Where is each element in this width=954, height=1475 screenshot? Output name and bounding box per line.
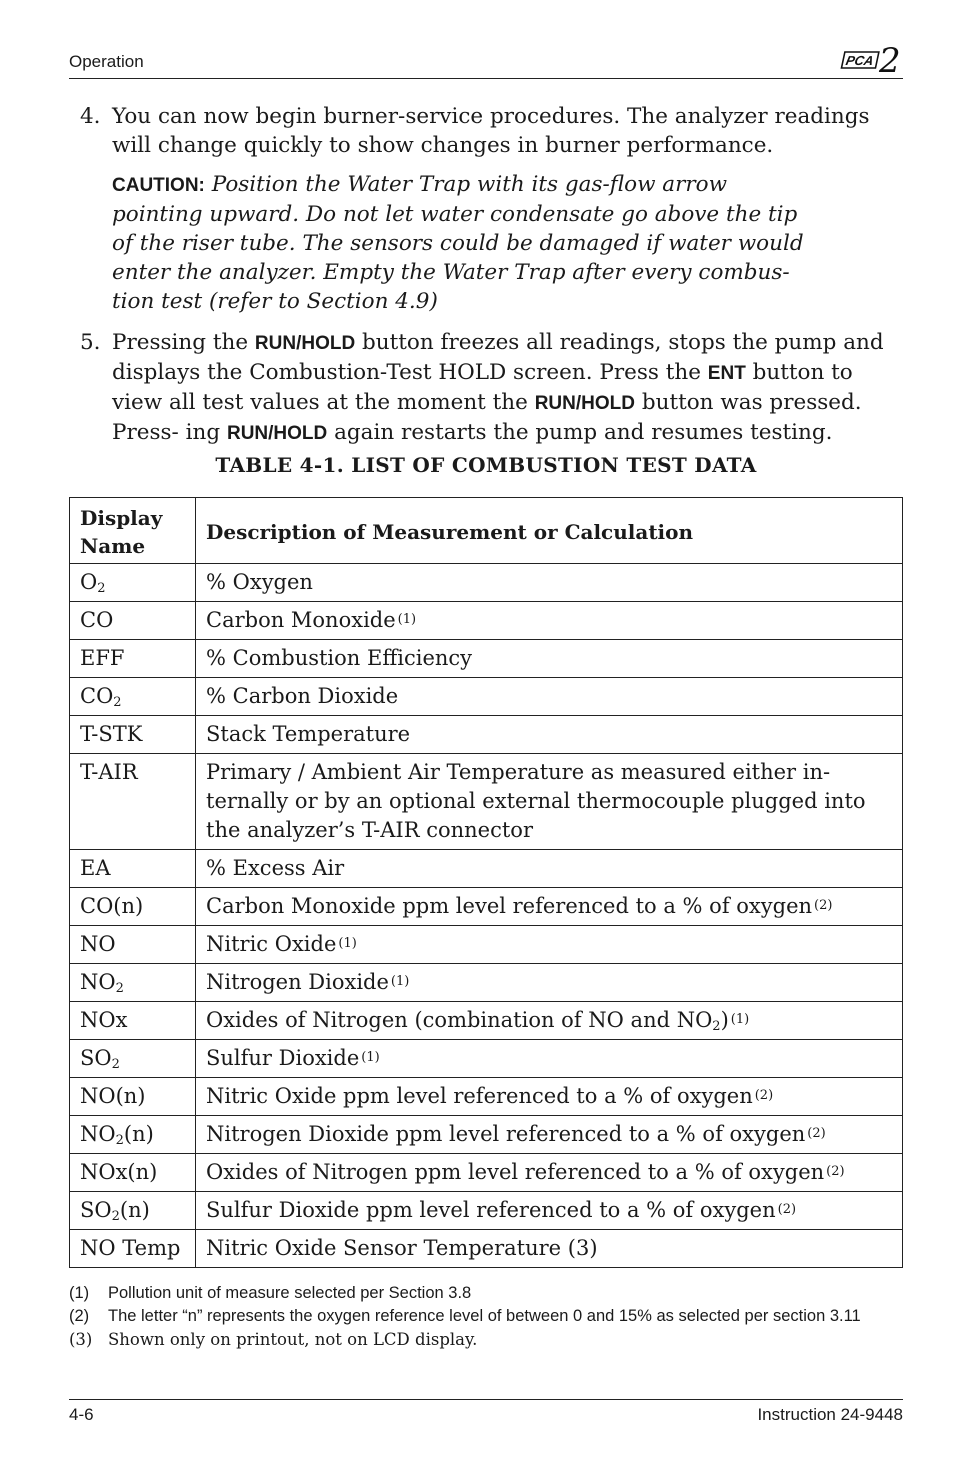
footnote-ref: (1) <box>338 936 357 951</box>
step-5-text-1: Pressing the <box>112 330 249 355</box>
section-label: Operation <box>69 52 144 71</box>
description-text: Nitrogen Dioxide <box>206 970 389 994</box>
logo-text: PCA <box>844 53 876 68</box>
footnote-ref: (2) <box>807 1126 826 1141</box>
table-row <box>70 1116 903 1154</box>
description-text: Primary / Ambient Air Temperature as measured either in- ternally or by an optional external thermocouple plugged into the analyzer’s T-AIR connector <box>206 760 866 842</box>
run-hold-keyword: RUN/HOLD <box>534 393 635 414</box>
description-text: Carbon Monoxide <box>206 608 396 632</box>
description-text: Oxides of Nitrogen ppm level referenced to a % of oxygen <box>206 1160 825 1184</box>
description-cell <box>196 850 903 888</box>
run-hold-keyword: RUN/HOLD <box>226 423 328 444</box>
table-body <box>70 564 903 1268</box>
pca2-logo <box>839 42 903 76</box>
step-5-text-2: button freezes all readings, stops the pump and displays the Combustion-Test HOLD screen. Press the <box>112 330 884 385</box>
table-row <box>70 850 903 888</box>
display-name-suffix: (n) <box>123 1122 154 1146</box>
footnote-number: (1) <box>69 1284 90 1302</box>
description-text: % Combustion Efficiency <box>206 646 473 670</box>
display-name-cell <box>70 1002 196 1040</box>
description-cell <box>196 1078 903 1116</box>
footnote-text: The letter “n” represents the oxygen reference level of between 0 and 15% as selected per section 3.11 <box>108 1307 861 1325</box>
table-row <box>70 640 903 678</box>
table-row <box>70 1154 903 1192</box>
description-cell <box>196 964 903 1002</box>
footnote <box>69 1305 903 1328</box>
page-header <box>69 42 903 78</box>
description-text: Nitric Oxide Sensor Temperature (3) <box>206 1236 598 1260</box>
description-text: Carbon Monoxide ppm level referenced to a % of oxygen <box>206 894 813 918</box>
table-header-row <box>70 498 903 564</box>
display-name-subscript: 2 <box>111 1057 120 1072</box>
footnote-ref: (1) <box>361 1050 380 1065</box>
step-5-number: 5. <box>80 330 101 355</box>
description-cell <box>196 1002 903 1040</box>
display-name-subscript: 2 <box>111 1209 120 1224</box>
combustion-data-table <box>69 497 903 1268</box>
description-cell <box>196 1230 903 1268</box>
display-name-cell <box>70 1192 196 1230</box>
footnote-ref: (2) <box>814 898 833 913</box>
description-cell <box>196 1192 903 1230</box>
footnote-number: (3) <box>69 1330 93 1349</box>
table-row <box>70 1078 903 1116</box>
page-number: 4-6 <box>69 1405 94 1424</box>
procedure-steps <box>80 102 902 448</box>
display-name-subscript: 2 <box>115 1133 124 1148</box>
caution-label: CAUTION: <box>112 175 205 196</box>
description-text: Nitric Oxide <box>206 932 337 956</box>
description-text: Oxides of Nitrogen (combination of NO and NO <box>206 1008 713 1032</box>
caution-note <box>112 170 812 316</box>
display-name-subscript: 2 <box>115 981 124 996</box>
description-text: Nitrogen Dioxide ppm level referenced to a % of oxygen <box>206 1122 806 1146</box>
description-cell <box>196 640 903 678</box>
display-name-cell <box>70 1230 196 1268</box>
display-name: CO(n) <box>80 894 144 918</box>
run-hold-keyword: RUN/HOLD <box>254 333 356 354</box>
footnotes <box>69 1282 903 1351</box>
display-name-cell <box>70 716 196 754</box>
description-cell <box>196 1154 903 1192</box>
display-name-cell <box>70 850 196 888</box>
footnote-text: Shown only on printout, not on LCD display. <box>108 1330 478 1349</box>
display-name: NO(n) <box>80 1084 146 1108</box>
footnote-ref: (2) <box>754 1088 774 1103</box>
display-name-cell <box>70 1078 196 1116</box>
display-name-suffix: (n) <box>119 1198 150 1222</box>
description-cell <box>196 564 903 602</box>
document-id: Instruction 24-9448 <box>757 1405 903 1424</box>
table-row <box>70 602 903 640</box>
table-row <box>70 926 903 964</box>
display-name: SO <box>80 1198 112 1222</box>
display-name-cell <box>70 1116 196 1154</box>
display-name: CO <box>80 608 114 632</box>
footnote <box>69 1328 903 1351</box>
step-4-number: 4. <box>80 104 101 129</box>
display-name-cell <box>70 926 196 964</box>
description-text: Nitric Oxide ppm level referenced to a % of oxygen <box>206 1084 753 1108</box>
description-text: % Carbon Dioxide <box>206 684 399 708</box>
header-rule <box>69 78 903 79</box>
description-cell <box>196 716 903 754</box>
footnote-ref: (2) <box>777 1202 797 1217</box>
description-subscript: 2 <box>712 1019 721 1034</box>
display-name-cell <box>70 1154 196 1192</box>
display-name-cell <box>70 602 196 640</box>
step-5-text-5: again restarts the pump and resumes testing. <box>334 420 833 445</box>
display-name: NO Temp <box>80 1236 181 1260</box>
display-name: EA <box>80 856 111 880</box>
step-4 <box>80 102 902 160</box>
step-5-text-4: button was pressed. Press- ing <box>112 390 862 445</box>
ent-keyword: ENT <box>707 363 746 384</box>
table-row <box>70 754 903 850</box>
step-4-text: You can now begin burner-service procedures. The analyzer readings will change quickly to show changes in burner performance. <box>112 104 870 158</box>
table-row <box>70 564 903 602</box>
display-name: NO <box>80 970 116 994</box>
table-title: TABLE 4-1. LIST OF COMBUSTION TEST DATA <box>215 453 757 477</box>
display-name-cell <box>70 678 196 716</box>
description-cell <box>196 1116 903 1154</box>
display-name: NO <box>80 1122 116 1146</box>
caution-text: Position the Water Trap with its gas-flow arrow pointing upward. Do not let water condensate go above the tip of the riser tube. The sensors could be damaged if water would enter the analyzer. Empty the Water Trap after every combus- tion test (refer to Section 4.9) <box>112 172 804 314</box>
table-row <box>70 716 903 754</box>
footnote-number: (2) <box>69 1307 90 1325</box>
display-name: SO <box>80 1046 112 1070</box>
step-5 <box>80 328 902 448</box>
display-name: CO <box>80 684 114 708</box>
description-text: Sulfur Dioxide <box>206 1046 360 1070</box>
description-cell <box>196 1040 903 1078</box>
display-name-cell <box>70 1040 196 1078</box>
table-row <box>70 1002 903 1040</box>
display-name-cell <box>70 964 196 1002</box>
description-cell <box>196 602 903 640</box>
header-description: Description of Measurement or Calculation <box>196 498 903 564</box>
footnote-ref: (1) <box>390 974 410 989</box>
logo-number: 2 <box>879 42 901 76</box>
display-name: O <box>80 570 98 594</box>
footer-rule <box>69 1399 903 1400</box>
description-text: % Excess Air <box>206 856 345 880</box>
footnote-text: Pollution unit of measure selected per Section 3.8 <box>108 1284 472 1302</box>
description-cell <box>196 926 903 964</box>
table-row <box>70 964 903 1002</box>
description-text: Stack Temperature <box>206 722 411 746</box>
step-5-text-3: button to view all test values at the moment the <box>112 360 853 415</box>
display-name-cell <box>70 640 196 678</box>
footnote <box>69 1282 903 1305</box>
display-name-subscript: 2 <box>113 695 122 710</box>
display-name: T-AIR <box>80 760 138 784</box>
display-name-cell <box>70 564 196 602</box>
table-row <box>70 1230 903 1268</box>
display-name: EFF <box>80 646 125 670</box>
display-name: T-STK <box>80 722 143 746</box>
display-name: NO <box>80 932 116 956</box>
description-cell <box>196 754 903 850</box>
display-name: NOx(n) <box>80 1160 158 1184</box>
footnote-ref: (1) <box>730 1012 750 1027</box>
display-name-cell <box>70 754 196 850</box>
header-display-name: Display Name <box>70 498 196 564</box>
description-text: % Oxygen <box>206 570 313 594</box>
display-name-cell <box>70 888 196 926</box>
table-row <box>70 1192 903 1230</box>
table-row <box>70 1040 903 1078</box>
description-text: Sulfur Dioxide ppm level referenced to a % of oxygen <box>206 1198 776 1222</box>
display-name: NOx <box>80 1008 128 1032</box>
table-row <box>70 888 903 926</box>
description-cell <box>196 888 903 926</box>
table-row <box>70 678 903 716</box>
description-suffix: ) <box>720 1008 729 1032</box>
display-name-subscript: 2 <box>97 581 106 596</box>
footnote-ref: (1) <box>397 612 417 627</box>
footnote-ref: (2) <box>826 1164 845 1179</box>
description-cell <box>196 678 903 716</box>
